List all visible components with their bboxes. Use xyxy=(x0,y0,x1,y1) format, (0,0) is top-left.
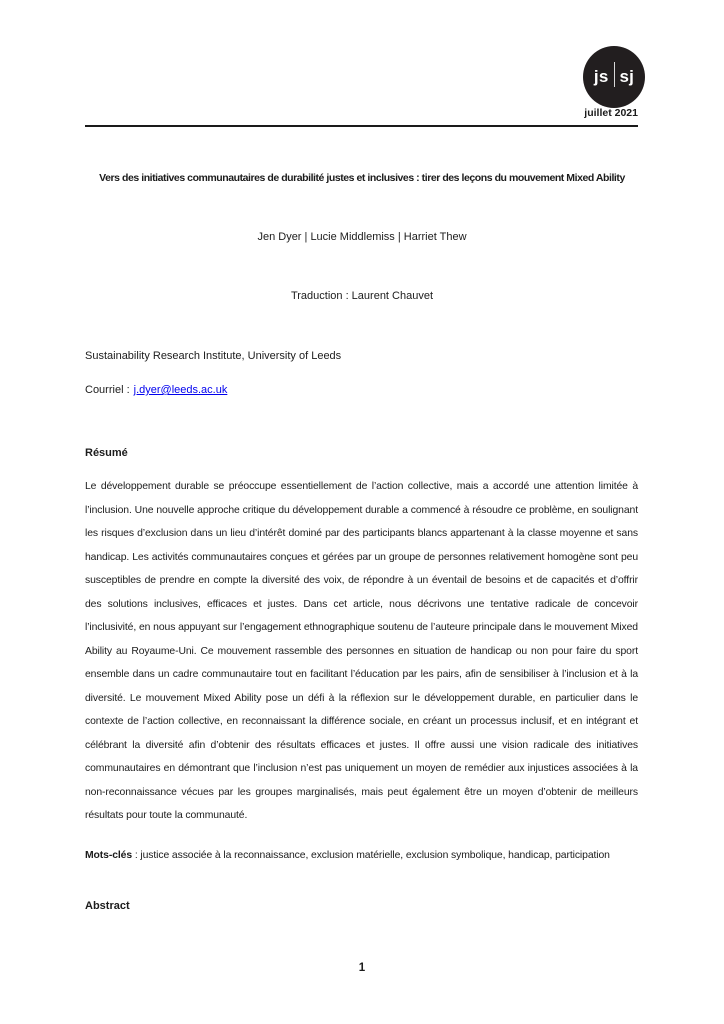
email-label: Courriel : xyxy=(85,384,130,396)
keywords-text: : justice associée à la reconnaissance, exclusion matérielle, exclusion symbolique, handicap, participation xyxy=(132,849,610,861)
abstract-heading: Abstract xyxy=(85,899,130,912)
header-rule xyxy=(85,125,638,127)
logo-text-right: sj xyxy=(619,67,635,86)
issue-date: juillet 2021 xyxy=(584,107,638,119)
content-column xyxy=(85,447,638,912)
keywords-label: Mots-clés xyxy=(85,849,133,861)
contact-line xyxy=(85,384,227,396)
email-link[interactable]: j.dyer@leeds.ac.uk xyxy=(133,384,228,396)
resume-heading: Résumé xyxy=(85,447,128,459)
journal-logo xyxy=(583,46,645,108)
translation-credit: Traduction : Laurent Chauvet xyxy=(290,290,434,302)
page-number: 1 xyxy=(358,962,366,974)
keywords-line xyxy=(85,848,638,864)
logo-text-left: js xyxy=(593,67,609,86)
authors-line: Jen Dyer | Lucie Middlemiss | Harriet Thew xyxy=(257,231,467,243)
paper-title: Vers des initiatives communautaires de durabilité justes et inclusives : tirer des leçons du mouvement Mixed Ability xyxy=(99,172,625,184)
affiliation-line: Sustainability Research Institute, University of Leeds xyxy=(85,350,342,362)
logo-divider xyxy=(614,62,615,87)
resume-paragraph: Le développement durable se préoccupe essentiellement de l’action collective, mais a accordé une attention limitée à l’inclusion. Une nouvelle approche critique du développement durable a commencé à résoudre ce problème, en soulignant les risques d’exclusion dans un lieu d’intérêt dominé par des participants blancs appartenant à la classe moyenne et sans handicap. Les activités communautaires conçues et gérées par un groupe de personnes relativement homogène sont peu susceptibles de prendre en compte la diversité des voix, de répondre à un éventail de besoins et de capacités et d’offrir des solutions inclusives, efficaces et justes. Dans cet article, nous décrivons une tentative radicale de concevoir l’inclusivité, en nous appuyant sur l’engagement ethnographique soutenu de l’auteure principale dans le mouvement Mixed Ability au Royaume-Uni. Ce mouvement rassemble des personnes en situation de handicap ou non pour faire du sport ensemble dans un cadre communautaire tout en facilitant l’éducation par les pairs, afin de sensibiliser à l’inclusion et à la diversité. Le mouvement Mixed Ability pose un défi à la réflexion sur le développement durable, en particulier dans le contexte de l’action collective, en reconnaissant la différence sociale, en créant un processus inclusif, et en intégrant et célébrant la diversité afin d’obtenir des résultats efficaces et justes. Il offre aussi une vision radicale des initiatives communautaires en démontrant que l’inclusion n’est pas uniquement un moyen de remédier aux injustices associées à la non-reconnaissance vécues par les groupes marginalisés, mais peut également être un moyen d’obtenir de meilleurs résultats pour toute la communauté. xyxy=(85,481,638,821)
